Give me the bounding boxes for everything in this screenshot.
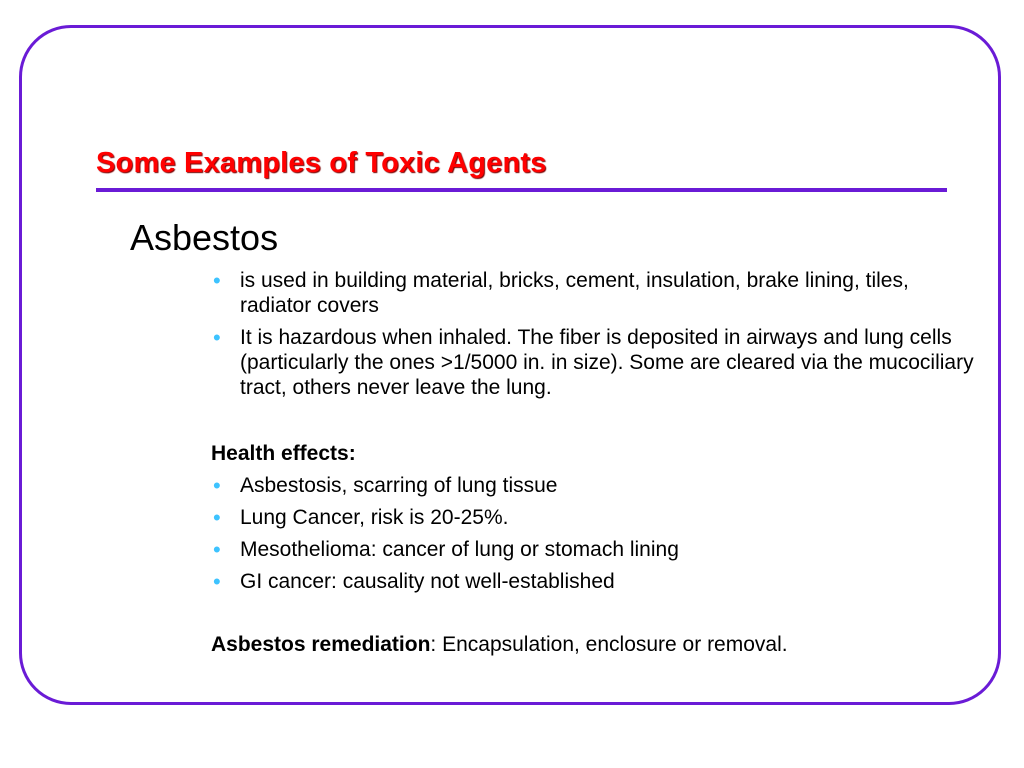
bullet-icon: • (213, 569, 221, 594)
bullet-icon: • (213, 505, 221, 530)
remediation-label: Asbestos remediation (211, 633, 431, 656)
intro-bullet-text: is used in building material, bricks, cement, insulation, brake lining, tiles, radiator covers (240, 269, 909, 317)
health-effect-item (213, 505, 940, 530)
title-underline (96, 188, 947, 192)
intro-bullet (213, 325, 980, 400)
bullet-icon: • (213, 473, 221, 498)
health-effect-text: Asbestosis, scarring of lung tissue (240, 474, 558, 497)
health-effect-item (213, 473, 940, 498)
intro-bullet-text: It is hazardous when inhaled. The fiber is deposited in airways and lung cells (particularly the ones >1/5000 in. in size). Some are cleared via the mucociliary tract, others never leave the lung. (240, 326, 974, 399)
bullet-icon: • (213, 268, 221, 293)
slide-title: Some Examples of Toxic Agents (96, 147, 547, 179)
remediation-text: : Encapsulation, enclosure or removal. (430, 633, 788, 656)
health-effect-text: Lung Cancer, risk is 20-25%. (240, 506, 509, 529)
topic-heading: Asbestos (130, 217, 279, 258)
intro-bullet (213, 268, 980, 318)
remediation-line (211, 632, 788, 657)
health-effect-item (213, 537, 940, 562)
bullet-icon: • (213, 325, 221, 350)
health-effect-text: Mesothelioma: cancer of lung or stomach lining (240, 538, 679, 561)
health-effects-label: Health effects: (211, 442, 356, 465)
bullet-icon: • (213, 537, 221, 562)
health-effect-text: GI cancer: causality not well-established (240, 570, 615, 593)
health-effect-item (213, 569, 940, 594)
